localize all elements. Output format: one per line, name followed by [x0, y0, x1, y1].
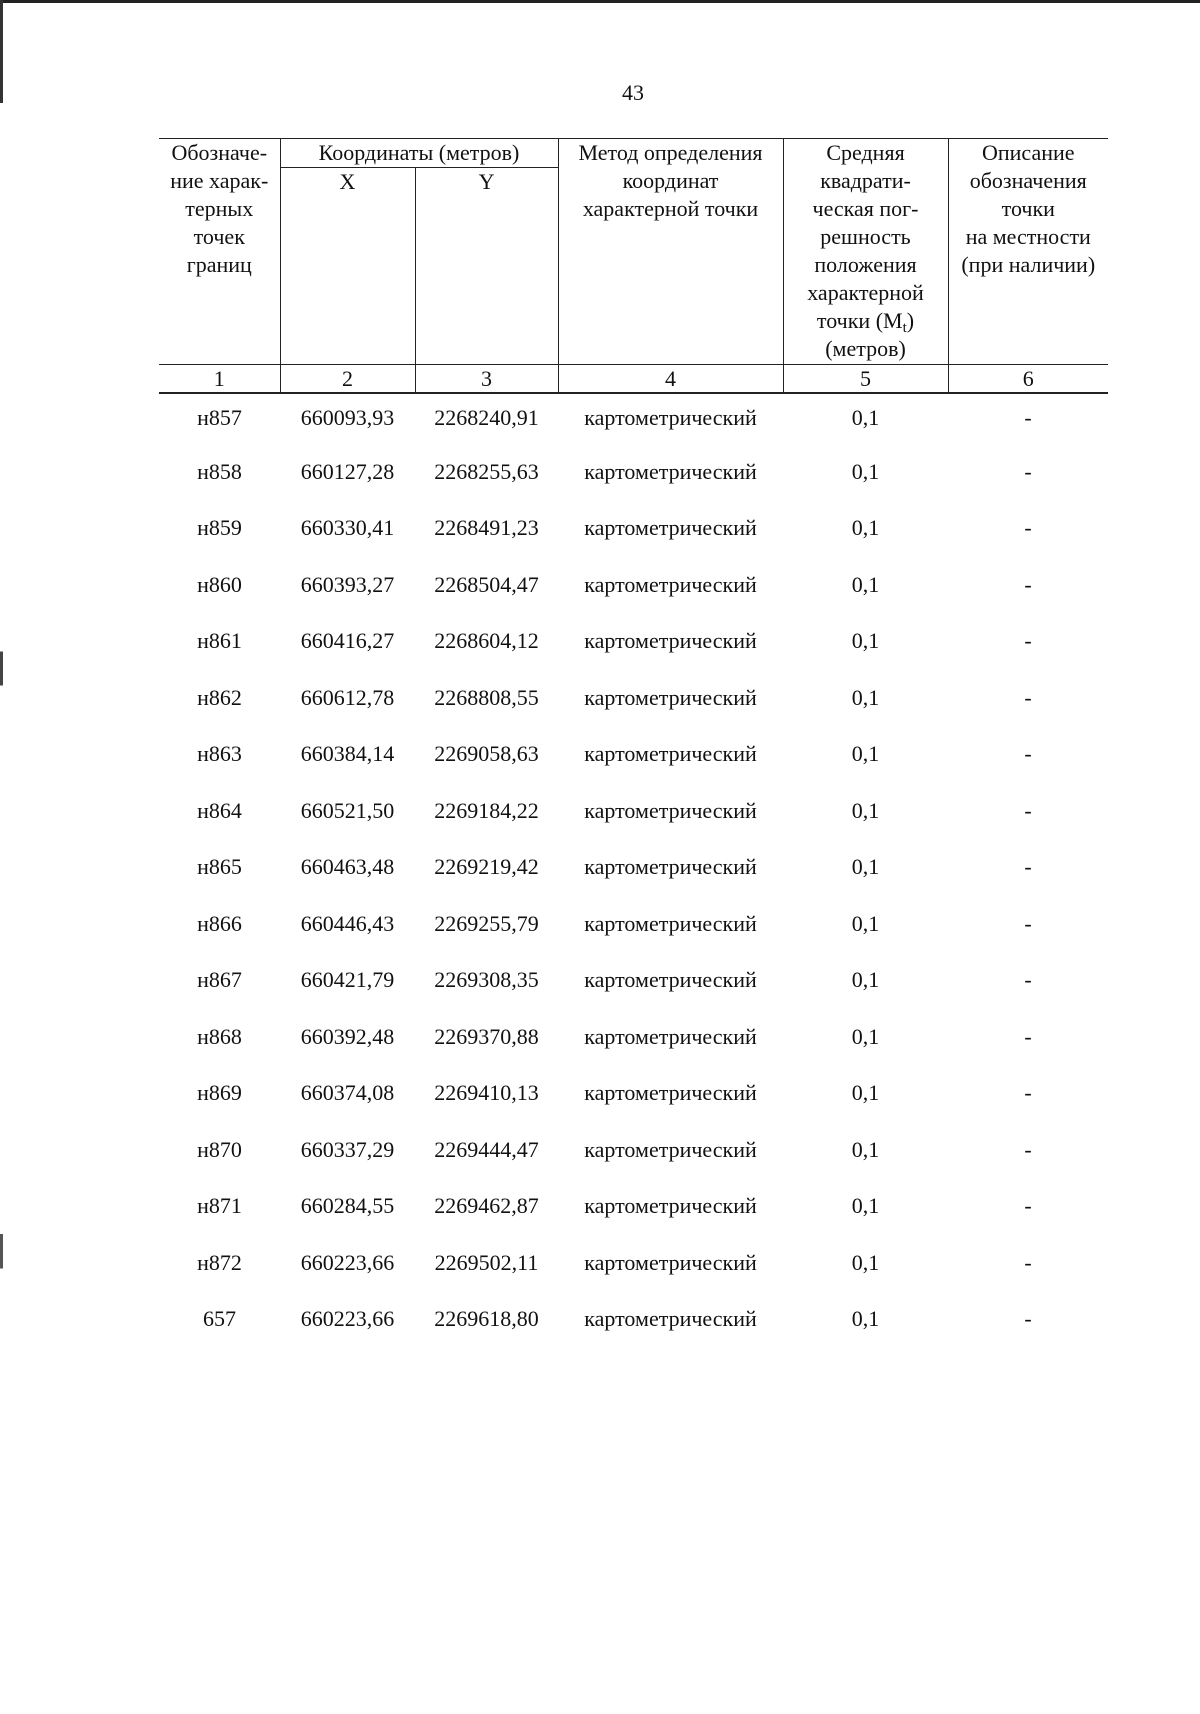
column-number: 4	[558, 365, 783, 394]
cell-x: 660284,55	[300, 1193, 395, 1218]
cell-x: 660612,78	[300, 684, 395, 710]
cell-description: -	[1024, 515, 1032, 540]
table-row	[159, 789, 1108, 846]
cell-y: 2268240,91	[434, 405, 539, 430]
table-row	[159, 506, 1108, 563]
cell-point: н869	[197, 1080, 242, 1105]
header-col6-line: Описание	[981, 140, 1075, 165]
cell-point: н867	[197, 967, 242, 992]
header-col1-line: терных	[185, 196, 254, 221]
cell-error: 0,1	[851, 741, 880, 766]
cell-error: 0,1	[851, 1023, 880, 1049]
cell-description: -	[1024, 910, 1032, 936]
header-col5-line: квадрати-	[820, 168, 911, 193]
cell-point: н860	[197, 571, 242, 597]
cell-description: -	[1024, 967, 1032, 992]
cell-description: -	[1024, 405, 1032, 430]
header-mt-suffix: )	[906, 308, 915, 333]
cell-description: -	[1024, 628, 1032, 653]
cell-x: 660330,41	[300, 515, 395, 540]
cell-y: 2268504,47	[434, 571, 539, 597]
cell-method: картометрический	[584, 571, 757, 597]
cell-description: -	[1024, 1249, 1032, 1275]
header-y: Y	[415, 168, 558, 365]
cell-description: -	[1024, 571, 1032, 597]
cell-error: 0,1	[851, 458, 880, 484]
cell-method: картометрический	[584, 1306, 757, 1331]
cell-method: картометрический	[584, 515, 757, 540]
cell-point: н864	[197, 797, 242, 823]
header-col5-units: (метров)	[825, 336, 906, 361]
header-col4-line: характерной точки	[582, 196, 759, 221]
table-row	[159, 563, 1108, 620]
table-row	[159, 450, 1108, 507]
header-col1-line: точек	[193, 224, 245, 249]
header-col5-line: Средняя	[826, 140, 905, 165]
header-description	[948, 139, 1108, 365]
cell-y: 2269618,80	[434, 1306, 539, 1331]
cell-method: картометрический	[584, 684, 757, 710]
cell-point: н865	[197, 854, 242, 879]
cell-y: 2269255,79	[434, 910, 539, 936]
table-row	[159, 902, 1108, 959]
cell-error: 0,1	[851, 797, 880, 823]
cell-description: -	[1024, 458, 1032, 484]
cell-method: картометрический	[584, 1193, 757, 1218]
cell-x: 660421,79	[300, 967, 395, 992]
cell-error: 0,1	[851, 1306, 880, 1331]
cell-x: 660384,14	[300, 741, 395, 766]
cell-point: н861	[197, 628, 242, 653]
header-mt-prefix: точки (M	[816, 308, 903, 333]
cell-method: картометрический	[584, 967, 757, 992]
cell-method: картометрический	[584, 1249, 757, 1275]
header-col4-line: Метод определения	[578, 140, 763, 165]
cell-point: н858	[197, 458, 242, 484]
cell-x: 660337,29	[300, 1136, 395, 1162]
cell-x: 660093,93	[300, 405, 395, 430]
cell-y: 2268491,23	[434, 515, 539, 540]
cell-error: 0,1	[851, 571, 880, 597]
cell-point: н863	[197, 741, 242, 766]
cell-x: 660127,28	[300, 458, 395, 484]
cell-x: 660392,48	[300, 1023, 395, 1049]
cell-x: 660521,50	[300, 797, 395, 823]
cell-method: картометрический	[584, 1136, 757, 1162]
table-row	[159, 619, 1108, 676]
cell-error: 0,1	[851, 684, 880, 710]
cell-x: 660463,48	[300, 854, 395, 879]
header-col5-line: характерной	[807, 280, 924, 305]
cell-description: -	[1024, 1023, 1032, 1049]
header-col1-line: ние харак-	[170, 168, 269, 193]
cell-method: картометрический	[584, 1023, 757, 1049]
header-col6-line: на местности	[965, 224, 1091, 249]
cell-description: -	[1024, 854, 1032, 879]
table-row	[159, 1241, 1108, 1298]
cell-method: картометрический	[584, 1080, 757, 1105]
cell-y: 2268255,63	[434, 458, 539, 484]
cell-x: 660223,66	[300, 1306, 395, 1331]
header-col4-line: координат	[622, 168, 719, 193]
header-col5-line: положения	[814, 252, 917, 277]
cell-method: картометрический	[584, 458, 757, 484]
table-row	[159, 732, 1108, 789]
cell-description: -	[1024, 1136, 1032, 1162]
table-row	[159, 393, 1108, 450]
cell-method: картометрический	[584, 405, 757, 430]
cell-point: 657	[203, 1306, 236, 1331]
page-number: 43	[622, 80, 644, 105]
header-x: X	[280, 168, 415, 365]
cell-point: н872	[197, 1249, 242, 1275]
table-row	[159, 1184, 1108, 1241]
scan-edge-left	[0, 0, 3, 1714]
cell-error: 0,1	[851, 910, 880, 936]
cell-error: 0,1	[851, 1136, 880, 1162]
cell-error: 0,1	[851, 854, 880, 879]
cell-x: 660446,43	[300, 910, 395, 936]
cell-description: -	[1024, 1080, 1032, 1105]
cell-x: 660374,08	[300, 1080, 395, 1105]
column-number: 5	[783, 365, 948, 394]
table-row	[159, 1128, 1108, 1185]
column-numbers-row	[159, 365, 1108, 394]
header-col5-mt-line	[786, 307, 946, 335]
cell-description: -	[1024, 1193, 1032, 1218]
column-number: 6	[948, 365, 1108, 394]
cell-description: -	[1024, 797, 1032, 823]
header-method	[558, 139, 783, 365]
header-col1-line: границ	[186, 252, 252, 277]
header-col6-line: обозначения	[969, 168, 1087, 193]
header-coordinates-group	[280, 139, 558, 169]
cell-y: 2268808,55	[434, 684, 539, 710]
cell-y: 2269410,13	[434, 1080, 539, 1105]
cell-method: картометрический	[584, 910, 757, 936]
cell-point: н857	[197, 405, 242, 430]
cell-error: 0,1	[851, 628, 880, 653]
table-row	[159, 1071, 1108, 1128]
header-mt-subscript: t	[902, 320, 907, 336]
cell-x: 660223,66	[300, 1249, 395, 1275]
cell-x: 660416,27	[300, 628, 395, 653]
table-row	[159, 958, 1108, 1015]
header-col1-line: Обозначе-	[171, 140, 268, 165]
cell-y: 2269502,11	[434, 1249, 539, 1275]
cell-x: 660393,27	[300, 571, 395, 597]
cell-error: 0,1	[851, 1249, 880, 1275]
cell-y: 2269462,87	[434, 1193, 539, 1218]
cell-y: 2268604,12	[434, 628, 539, 653]
scan-edge-top	[0, 0, 1200, 3]
cell-error: 0,1	[851, 1193, 880, 1218]
table-row	[159, 845, 1108, 902]
cell-y: 2269184,22	[434, 797, 539, 823]
header-col6-line: (при наличии)	[961, 252, 1096, 277]
cell-y: 2269308,35	[434, 967, 539, 992]
table-row	[159, 676, 1108, 733]
column-number: 2	[280, 365, 415, 394]
cell-method: картометрический	[584, 741, 757, 766]
header-coordinates-label: Координаты (метров)	[281, 139, 558, 168]
cell-y: 2269219,42	[434, 854, 539, 879]
header-col5-line: ческая пог-	[812, 196, 919, 221]
cell-point: н866	[197, 910, 242, 936]
cell-y: 2269444,47	[434, 1136, 539, 1162]
column-number: 3	[415, 365, 558, 394]
cell-error: 0,1	[851, 967, 880, 992]
cell-method: картометрический	[584, 854, 757, 879]
table-body	[159, 393, 1108, 1354]
cell-point: н859	[197, 515, 242, 540]
cell-error: 0,1	[851, 1080, 880, 1105]
cell-point: н868	[197, 1023, 242, 1049]
cell-y: 2269370,88	[434, 1023, 539, 1049]
coordinates-table	[159, 138, 1108, 1354]
cell-description: -	[1024, 684, 1032, 710]
header-col5-line: решность	[820, 224, 911, 249]
header-mean-square-error	[783, 139, 948, 365]
header-col6-line: точки	[1001, 196, 1055, 221]
cell-method: картометрический	[584, 797, 757, 823]
table-row	[159, 1015, 1108, 1072]
header-point-designation	[159, 139, 280, 365]
cell-error: 0,1	[851, 515, 880, 540]
cell-description: -	[1024, 741, 1032, 766]
cell-error: 0,1	[851, 405, 880, 430]
cell-y: 2269058,63	[434, 741, 539, 766]
cell-point: н862	[197, 684, 242, 710]
table-row	[159, 1297, 1108, 1354]
cell-point: н870	[197, 1136, 242, 1162]
cell-description: -	[1024, 1306, 1032, 1331]
cell-point: н871	[197, 1193, 242, 1218]
cell-method: картометрический	[584, 628, 757, 653]
column-number: 1	[159, 365, 280, 394]
